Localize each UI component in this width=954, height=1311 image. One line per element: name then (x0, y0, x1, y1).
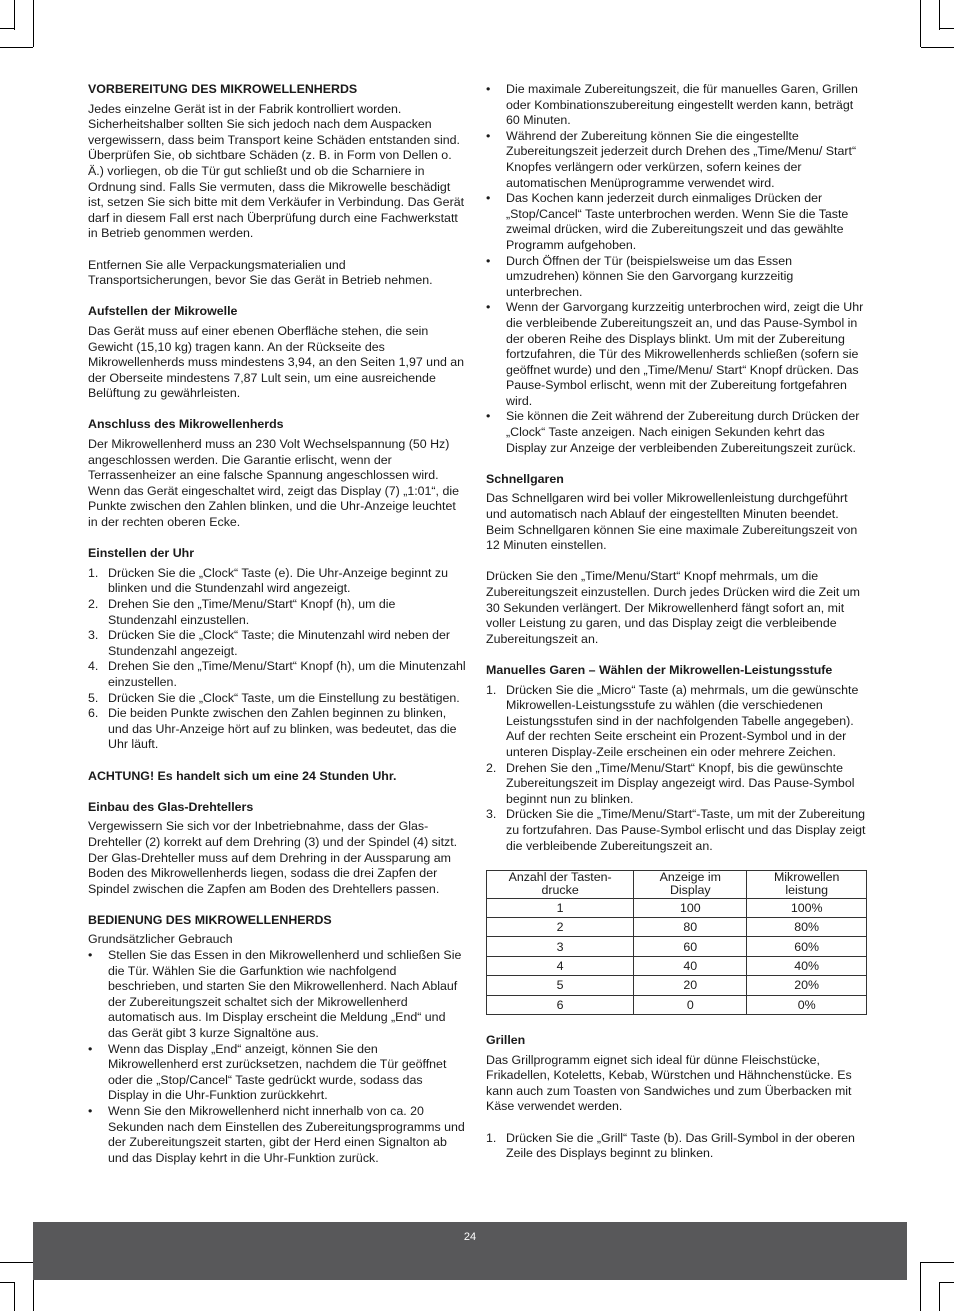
table-row (487, 956, 867, 975)
column-header: Anzeige im Display (634, 870, 747, 898)
column-header: Anzahl der Tasten-drucke (487, 870, 634, 898)
crop-mark (0, 28, 14, 29)
list-item: • Während der Zubereitung können Sie die eingestellte Zubereitungszeit jederzeit durch Drehen des „Time/Menu/ Start“ Knopfes verlängern oder verkürzen, sofern keines der automatischen Menüprogramme verwendet wird. (486, 128, 857, 190)
table-cell: 2 (487, 918, 634, 937)
list-item: 3. Drücken Sie die „Time/Menu/Start“-Taste, um mit der Zubereitung zu fortzufahren. Das Pause-Symbol erlischt und das Display zeigt die verbleibende Zubereitungszeit an. (486, 807, 866, 853)
list-item: 1. Drücken Sie die „Clock“ Taste (e). Die Uhr-Anzeige beginnt zu blinken und die Stundenzahl wird angezeigt. (88, 565, 448, 596)
list-item: 2. Drehen Sie den „Time/Menu/Start“ Knopf (h), um die Stundenzahl einzustellen. (88, 597, 396, 627)
list-item: 1. Drücken Sie die „Micro“ Taste (a) mehrmals, um die gewünschte Mikrowellen-Leistungsstufe zu wählen (die verschiedenen Leistungsstufen sind in der nachfolgenden Tabelle angegeben). Auf der rechten Seite erscheint ein Prozent-Symbol und in der unteren Display-Zeile erscheinen ein oder mehrere Zeichen. (486, 682, 859, 759)
list-item: • Die maximale Zubereitungszeit, die für manuelles Garen, Grillen oder Kombinationszubereitung eingestellt werden kann, beträgt 60 Minuten. (486, 82, 858, 128)
table-cell: 4 (487, 956, 634, 975)
crop-mark (921, 1262, 954, 1263)
list-item: • Sie können die Zeit während der Zubereitung durch Drücken der „Clock“ Taste anzeigen. Nach einigen Sekunden kehrt das Display zur Anzeige der verbleibenden Zubereitungszeit zurück. (486, 409, 860, 455)
crop-mark (939, 1282, 940, 1311)
list-item: • Stellen Sie das Essen in den Mikrowellenherd und schließen Sie die Tür. Wählen Sie die Garfunktion wie nachfolgend beschrieben, und starten Sie den Mikrowellenherd. Nach Ablauf der Zubereitungszeit schaltet sich der Mikrowellenherd automatisch aus. Im Display erscheint die Meldung „End“ und das Gerät gibt 3 kurze Signaltöne aus. (88, 948, 462, 1041)
table-cell: 0 (634, 995, 747, 1014)
table-cell: 5 (487, 976, 634, 995)
table-row (487, 976, 867, 995)
paragraph: Beim Schnellgaren können Sie eine maximale Zubereitungszeit von 12 Minuten einstellen. (486, 522, 858, 553)
section-heading: Einbau des Glas-Drehtellers (88, 799, 254, 814)
list-item: • Durch Öffnen der Tür (beispielsweise um das Essen umzudrehen) können Sie den Garvorgang kurzzeitig unterbrechen. (486, 253, 794, 299)
table-cell: 0% (747, 995, 867, 1014)
usage-bullet-list (88, 948, 466, 1166)
section-heading: Einstellen der Uhr (88, 546, 195, 561)
list-item: • Wenn das Display „End“ anzeigt, können Sie den Mikrowellenherd erst zurücksetzen, nachdem die Tür geöffnet oder die „Stop/Cancel“ Taste gedrückt wurde, sodass das Display in die Uhr-Funktion zurückkehrt. (88, 1041, 447, 1103)
table-cell: 40% (747, 956, 867, 975)
section-heading: Aufstellen der Mikrowelle (88, 304, 238, 319)
paragraph: Das Gerät muss auf einer ebenen Oberfläche stehen, die sein Gewicht (15,10 kg) tragen kann. An der Rückseite des Mikrowellenherds muss mindestens 3,94, an den Seiten 1,97 und an der Oberseite mindestens 7,87 Lult sein, um eine ausreichende Belüftung zu gewährleisten. (88, 323, 465, 401)
table-cell: 20% (747, 976, 867, 995)
section-heading: Manuelles Garen – Wählen der Mikrowellen-Leistungsstufe (486, 662, 833, 677)
table-cell: 100 (634, 898, 747, 917)
list-item: 6. Die beiden Punkte zwischen den Zahlen beginnen zu blinken, und das Uhr-Anzeige hört auf zu blinken, was bedeutet, das die Uhr läuft. (88, 706, 457, 752)
list-item: 1. Drücken Sie die „Grill“ Taste (b). Das Grill-Symbol in der oberen Zeile des Displays beginnt zu blinken. (486, 1130, 855, 1161)
table-cell: 100% (747, 898, 867, 917)
table-cell: 60% (747, 937, 867, 956)
table-cell: 1 (487, 898, 634, 917)
crop-mark (0, 47, 33, 48)
crop-mark (921, 47, 954, 48)
grill-steps-list (486, 1131, 868, 1162)
paragraph: Der Mikrowellenherd muss an 230 Volt Wechselspannung (50 Hz) angeschlossen werden. Die Garantie erlischt, wenn der Terrassenheizer an eine falsche Spannung angeschlossen wird. Wenn das Gerät eingeschaltet wird, zeigt das Display (7) „1:01“, die Punkte zwischen den Zahlen blinken, und die Uhr-Anzeige leuchtet in der rechten oberen Ecke. (88, 437, 459, 530)
table-cell: 80% (747, 918, 867, 937)
page-number: 24 (463, 1231, 477, 1243)
paragraph: Jedes einzelne Gerät ist in der Fabrik kontrolliert worden. Sicherheitshalber sollten Sie sich jedoch nach dem Auspacken vergewissern, dass beim Transport keine Schäden entstanden sind. Überprüfen Sie, ob sichtbare Schäden (z. B. in Form von Dellen o. Ä.) vorliegen, ob die Tür gut schließt und ob die Scharniere in Ordnung sind. Falls Sie vermuten, dass die Mikrowelle beschädigt ist, setzen Sie sich bitte mit dem Verkäufer in Verbindung. Das Gerät darf in diesem Fall erst nach Überprüfung durch eine Fachwerkstatt in Betrieb genommen werden. (88, 101, 465, 241)
table-header-row (487, 870, 867, 898)
table-cell: 40 (634, 956, 747, 975)
list-item: • Wenn der Garvorgang kurzzeitig unterbrochen wird, zeigt die Uhr die verbleibende Zubereitungszeit an, und das Pause-Symbol in der oberen Reihe des Displays blinkt. Um mit der Zubereitung fortzufahren, die Tür des Mikrowellenherds schließen (sofern sie geöffnet wurde) und den „Time/Menu/ Start“ Knopf drücken. Das Pause-Symbol erlischt, wenn mit der Zubereitung fortgefahren wird. (486, 300, 864, 408)
crop-mark (920, 1262, 921, 1311)
crop-mark (940, 1282, 954, 1283)
list-item: 3. Drücken Sie die „Clock“ Taste; die Minutenzahl wird neben der Stundenzahl angezeigt. (88, 628, 451, 658)
section-heading: BEDIENUNG DES MIKROWELLENHERDS (88, 912, 332, 927)
section-heading: Schnellgaren (486, 471, 564, 486)
paragraph: Das Schnellgaren wird bei voller Mikrowellenleistung durchgeführt und automatisch nach Ablauf der eingestellten Minuten beendet. (486, 491, 848, 522)
crop-mark (920, 0, 921, 47)
paragraph: Drücken Sie den „Time/Menu/Start“ Knopf mehrmals, um die Zubereitungszeit einzustellen. Durch jedes Drücken wird die Zeit um 30 Sekunden verlängert. Der Mikrowellenherd fängt sofort an, mit voller Leistung zu garen, und das Display zeigt die verbleibende Zubereitungszeit an. (486, 569, 860, 646)
crop-mark (14, 0, 15, 30)
warning-text: ACHTUNG! Es handelt sich um eine 24 Stunden Uhr. (88, 768, 397, 783)
power-level-table (486, 870, 867, 1015)
crop-mark (33, 0, 34, 47)
info-bullet-list (486, 82, 868, 456)
crop-mark (0, 1282, 14, 1283)
paragraph: Vergewissern Sie sich vor der Inbetriebnahme, dass der Glas-Drehteller (2) korrekt auf dem Drehring (3) und der Spindel (4) sitzt. Der Glas-Drehteller muss auf dem Drehring in der Aussparung am Boden des Mikrowellenherds liegen, sodass die drei Zapfen der Spindel zwischen die Zapfen am Boden des Drehtellers passen. (88, 819, 458, 896)
clock-steps-list (88, 566, 466, 753)
list-item: • Das Kochen kann jederzeit durch einmaliges Drücken der „Stop/Cancel“ Taste unterbrochen werden. Wenn Sie die Taste zweimal drücken, wird die Zubereitungszeit und das gewählte Programm aufgehoben. (486, 191, 849, 252)
list-item: 4. Drehen Sie den „Time/Menu/Start“ Knopf (h), um die Minutenzahl einzustellen. (88, 659, 466, 689)
section-heading: Anschluss des Mikrowellenherds (88, 417, 284, 432)
table-cell: 20 (634, 976, 747, 995)
crop-mark (940, 28, 954, 29)
paragraph: Das Grillprogramm eignet sich ideal für dünne Fleischstücke, Frikadellen, Koteletts, Kebab, Würstchen und Hähnchenstücke. Es kann auch zum Toasten von Sandwiches und zum Überbacken mit Käse verwendet werden. (486, 1052, 852, 1114)
manual-steps-list (486, 683, 868, 855)
table-cell: 6 (487, 995, 634, 1014)
list-item: 5. Drücken Sie die „Clock“ Taste, um die Einstellung zu bestätigen. (88, 690, 460, 705)
right-column (486, 82, 868, 1177)
list-item: • Wenn Sie den Mikrowellenherd nicht innerhalb von ca. 20 Sekunden nach dem Einstellen des Zubereitungsprogramms und der Zubereitungszeit starten, gibt der Herd einen Signalton ab und das Display kehrt in die Uhr-Funktion zurück. (88, 1104, 465, 1165)
paragraph: Grundsätzlicher Gebrauch (88, 932, 233, 947)
table-cell: 60 (634, 937, 747, 956)
table-cell: 80 (634, 918, 747, 937)
section-heading: Grillen (486, 1033, 526, 1048)
left-column (88, 82, 466, 1182)
crop-mark (14, 1282, 15, 1311)
footer-bar (33, 1222, 907, 1280)
table-cell: 3 (487, 937, 634, 956)
table-row (487, 918, 867, 937)
table-row (487, 995, 867, 1014)
crop-mark (0, 1262, 33, 1263)
table-row (487, 937, 867, 956)
section-heading: VORBEREITUNG DES MIKROWELLENHERDS (88, 82, 358, 96)
crop-mark (939, 0, 940, 30)
list-item: 2. Drehen Sie den „Time/Menu/Start“ Knopf, bis die gewünschte Zubereitungszeit im Display angezeigt wird. Das Pause-Symbol beginnt nun zu blinken. (486, 760, 855, 806)
paragraph: Entfernen Sie alle Verpackungsmaterialien und Transportsicherungen, bevor Sie das Gerät in Betrieb nehmen. (88, 257, 433, 288)
column-header: Mikrowellen leistung (747, 870, 867, 898)
table-row (487, 898, 867, 917)
